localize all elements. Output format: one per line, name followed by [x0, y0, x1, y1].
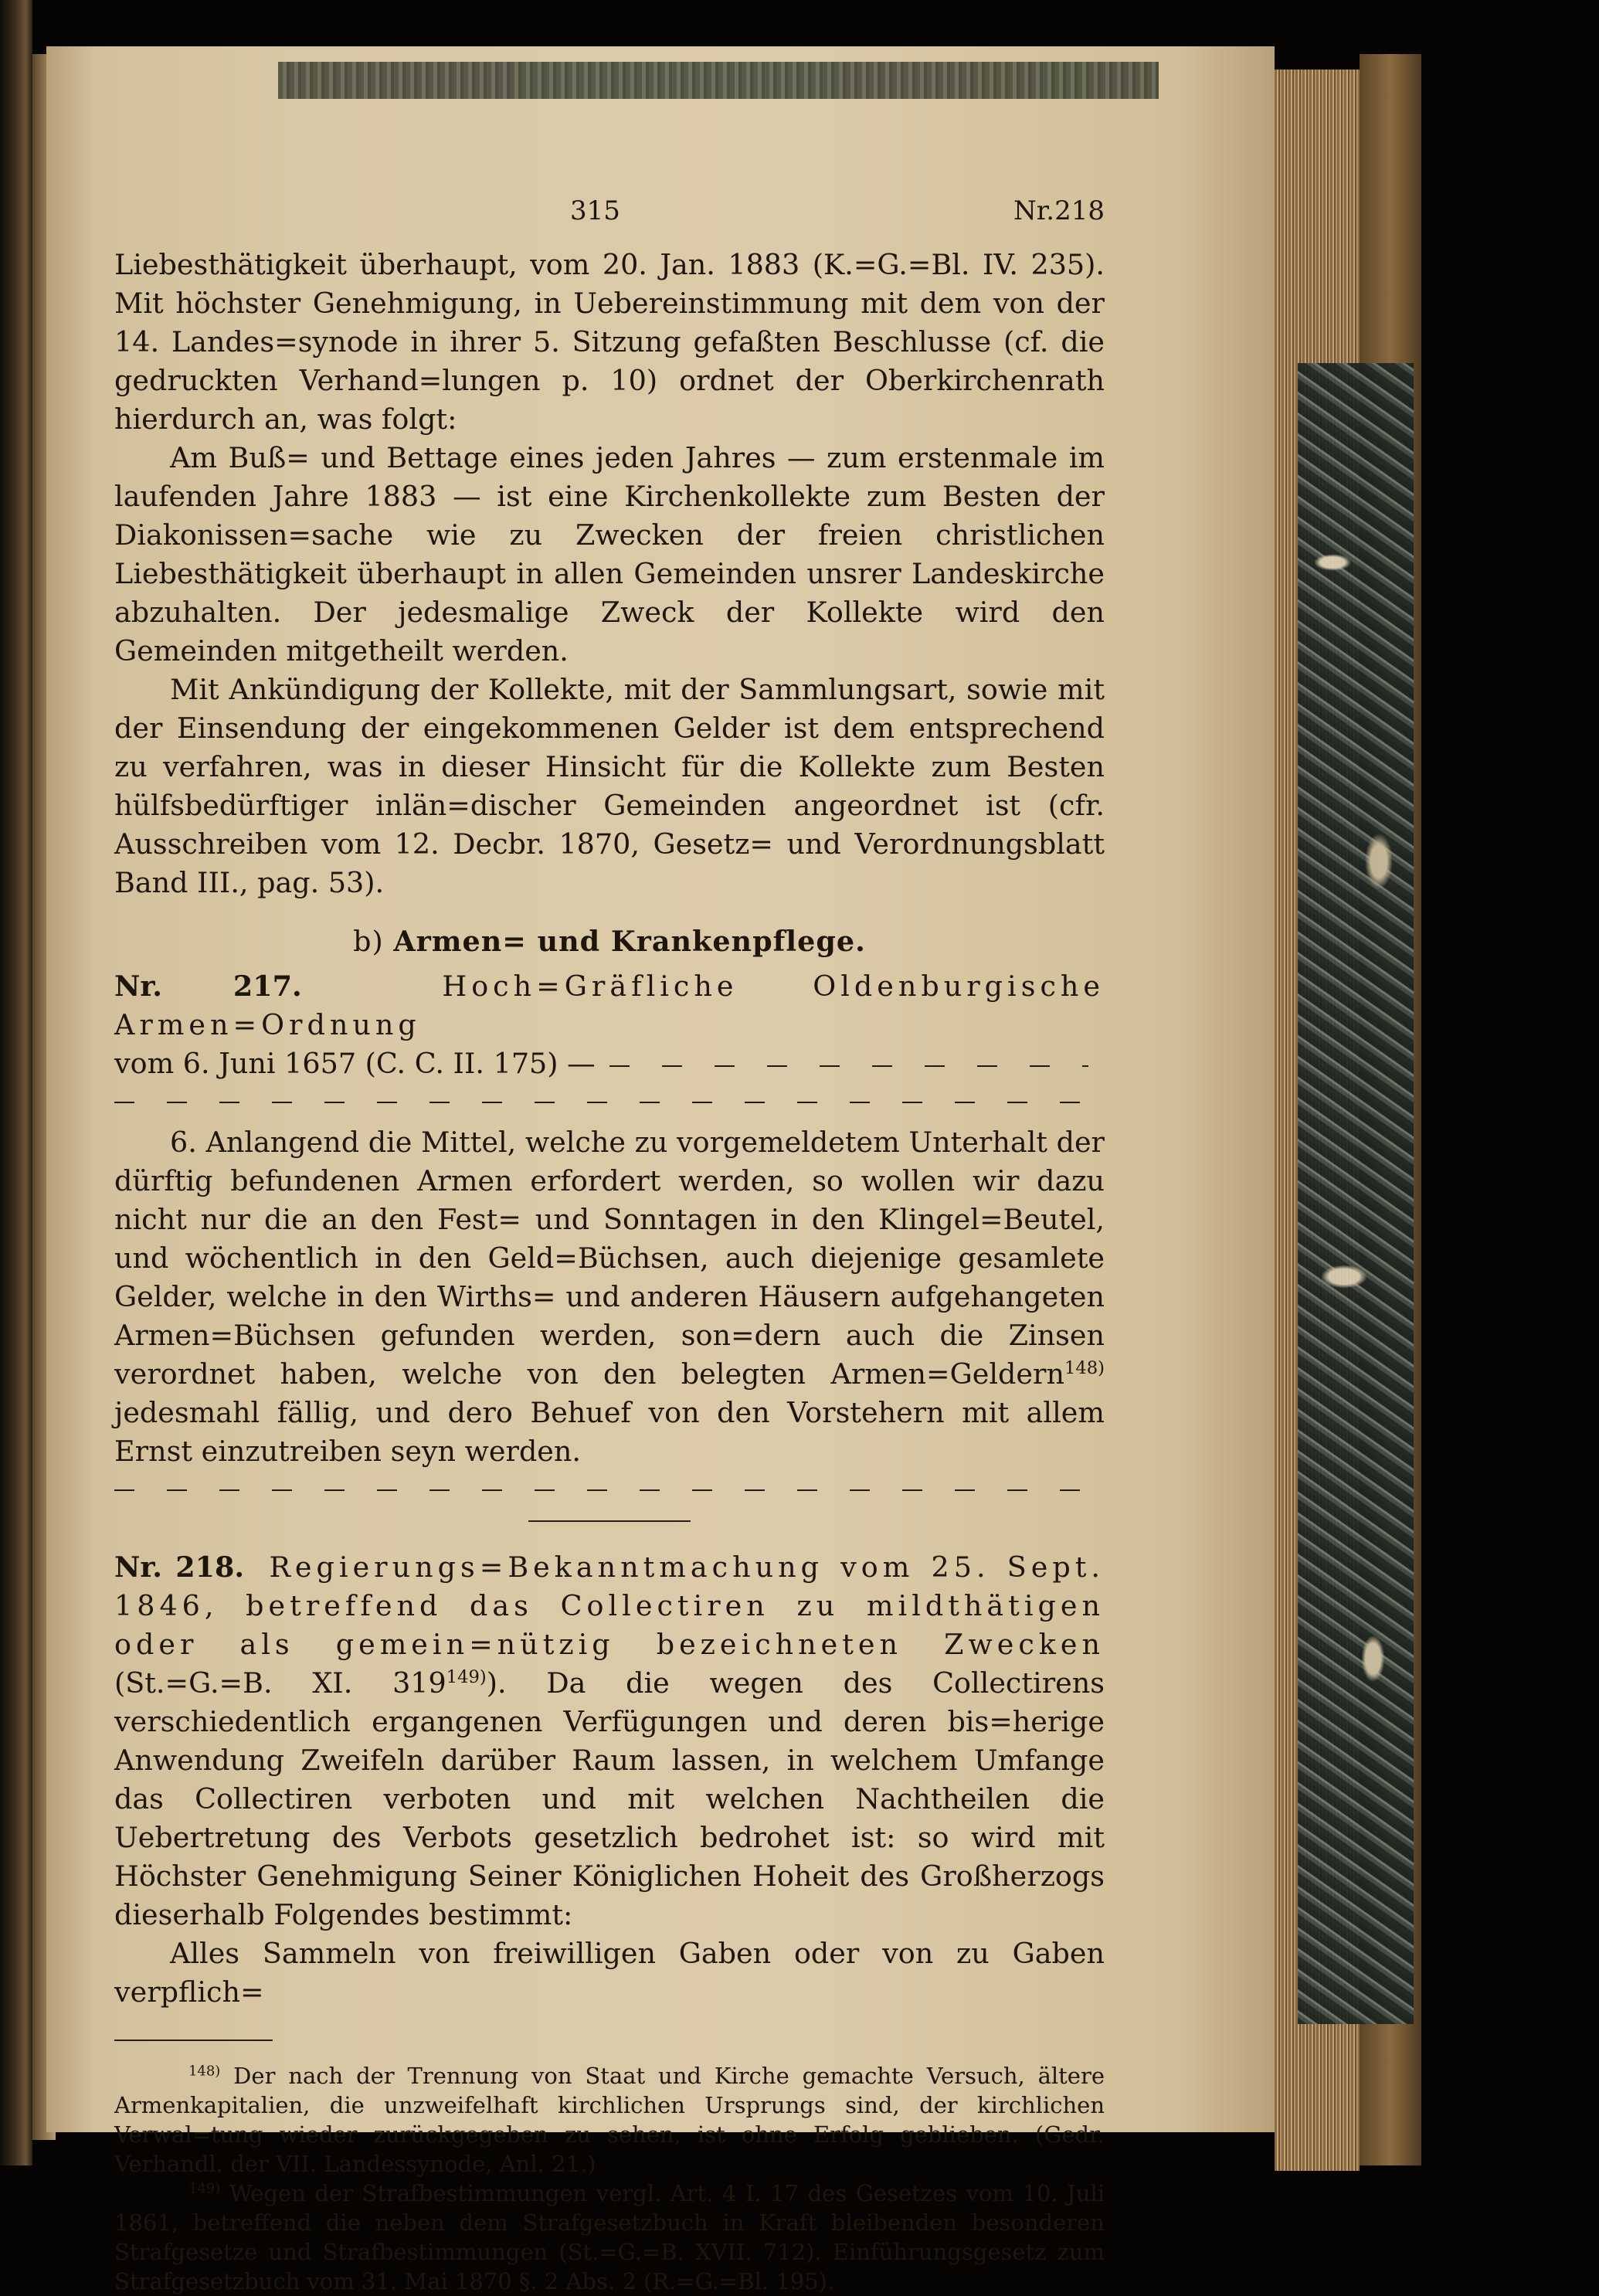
- footnote-148: [114, 2061, 1105, 2179]
- entry-217-date-line: [114, 1044, 1105, 1083]
- entry-217-heading: [114, 967, 1105, 1044]
- entry-217-title: Hoch=Gräfliche Oldenburgische Armen=Ordnung: [114, 970, 1105, 1041]
- section-title: Armen= und Krankenpflege.: [393, 925, 866, 958]
- section-prefix: b): [353, 925, 384, 958]
- book-left-edge: [0, 0, 32, 2165]
- entry-218-paragraph: [114, 1548, 1105, 1934]
- footnote-ref-148: 148): [1064, 1357, 1105, 1378]
- footnote-149-marker: 149): [188, 2180, 221, 2197]
- page-number: 315: [570, 195, 620, 226]
- elision-dashes: [609, 1065, 1088, 1067]
- entry-218-paragraph-2: Alles Sammeln von freiwilligen Gaben oder von zu Gaben verpflich=: [114, 1937, 1105, 2009]
- scan-background: [1421, 0, 1599, 2165]
- running-header: [114, 192, 1105, 246]
- footnote-ref-149: 149): [446, 1666, 487, 1687]
- section-heading-b: [114, 922, 1105, 961]
- intro-paragraph-2: Am Buß= und Bettage eines jeden Jahres — zum erstenmale im laufenden Jahre 1883 — ist eine Kirchenkollekte zum Besten der Diakonissen=sache wie zu Zwecken der freien christlichen Liebesthätigkeit überhaupt in allen Gemeinden unsrer Landeskirche abzuhalten. Der jedesmalige Zweck der Kollekte wird den Gemeinden mitgetheilt werden.: [114, 441, 1105, 667]
- footnote-149-text: Wegen der Strafbestimmungen vergl. Art. 4 I. 17 des Gesetzes vom 10. Juli 1861, betreffend die neben dem Strafgesetzbuch in Kraft bleibenden besonderen Strafgesetze und Strafbestimmungen (St.=G.=B. XVII. 712). Einführungsgesetz zum Strafgesetzbuch vom 31. Mai 1870 §. 2 Abs. 2 (R.=G.=Bl. 195).: [114, 2180, 1105, 2294]
- entry-218-body: ). Da die wegen des Collectirens verschiedentlich ergangenen Verfügungen und deren bis=herige Anwendung Zweifeln darüber Raum lassen, in welchem Umfange das Collectiren verboten und mit welchen Nachtheilen die Uebertretung des Verbots gesetzlich bedrohet ist: so wird mit Höchster Genehmigung Seiner Königlichen Hoheit des Großherzogs dieserhalb Folgendes bestimmt:: [114, 1666, 1105, 1931]
- entry-217-text: 6. Anlangend die Mittel, welche zu vorgemeldetem Unterhalt der dürftig befundenen Armen erfordert werden, so wollen wir dazu nicht nur die an den Fest= und Sonntagen in den Klingel=Beutel, und wöchentlich in den Geld=Büchsen, auch diejenige gesamlete Gelder, welche in den Wirths= und anderen Häusern aufgehangeten Armen=Büchsen gefunden werden, son=dern auch die Zinsen verordnet haben, welche von den belegten Armen=Geldern: [114, 1126, 1105, 1391]
- entry-218-source: (St.=G.=B. XI. 319: [114, 1666, 446, 1700]
- entry-218-number: Nr. 218.: [114, 1550, 245, 1584]
- page-top-edge: [278, 62, 1159, 99]
- intro-paragraph-1: Liebesthätigkeit überhaupt, vom 20. Jan. 1883 (K.=G.=Bl. IV. 235). Mit höchster Genehmigung, in Uebereinstimmung mit dem von der 14. Landes=synode in ihrer 5. Sitzung gefaßten Beschlusse (cf. die gedruckten Verhand=lungen p. 10) ordnet der Oberkirchenrath hierdurch an, was folgt:: [114, 248, 1105, 436]
- elision-dash-line: [114, 1092, 1105, 1112]
- entry-217-date-source: vom 6. Juni 1657 (C. C. II. 175) —: [114, 1047, 596, 1080]
- section-separator-rule: [528, 1520, 691, 1522]
- marbled-endpaper: [1298, 363, 1414, 2024]
- entry-218-title: Regierungs=Bekanntmachung vom 25. Sept. 1846, betreffend das Collectiren zu mildthätigen oder als gemein=nützig bezeichneten Zwecken: [114, 1550, 1105, 1661]
- footnote-149: [114, 2179, 1105, 2296]
- elision-dash-line-2: [114, 1480, 1105, 1500]
- page-text-block: [114, 192, 1105, 2296]
- footnote-148-text: Der nach der Trennung von Staat und Kirche gemachte Versuch, ältere Armenkapitalien, die unzweifelhaft kirchlichen Ursprungs sind, der kirchlichen Verwal=tung wieder zurückgegeben zu sehen, ist ohne Erfolg geblieben. (Gedr. Verhandl. der VII. Landessynode, Anl. 21.): [114, 2063, 1105, 2177]
- intro-paragraph-3: Mit Ankündigung der Kollekte, mit der Sammlungsart, sowie mit der Einsendung der eingekommenen Gelder ist dem entsprechend zu verfahren, was in dieser Hinsicht für die Kollekte zum Besten hülfsbedürftiger inlän=discher Gemeinden angeordnet ist (cfr. Ausschreiben vom 12. Decbr. 1870, Gesetz= und Verordnungsblatt Band III., pag. 53).: [114, 673, 1105, 899]
- footnote-148-marker: 148): [188, 2063, 221, 2080]
- header-doc-number: Nr.218: [1013, 195, 1105, 226]
- entry-217-text-end: jedesmahl fällig, und dero Behuef von den Vorstehern mit allem Ernst einzutreiben seyn werden.: [114, 1396, 1105, 1468]
- footnote-rule: [114, 2040, 273, 2041]
- entry-217-paragraph: [114, 1123, 1105, 1471]
- entry-217-number: Nr. 217.: [114, 970, 302, 1003]
